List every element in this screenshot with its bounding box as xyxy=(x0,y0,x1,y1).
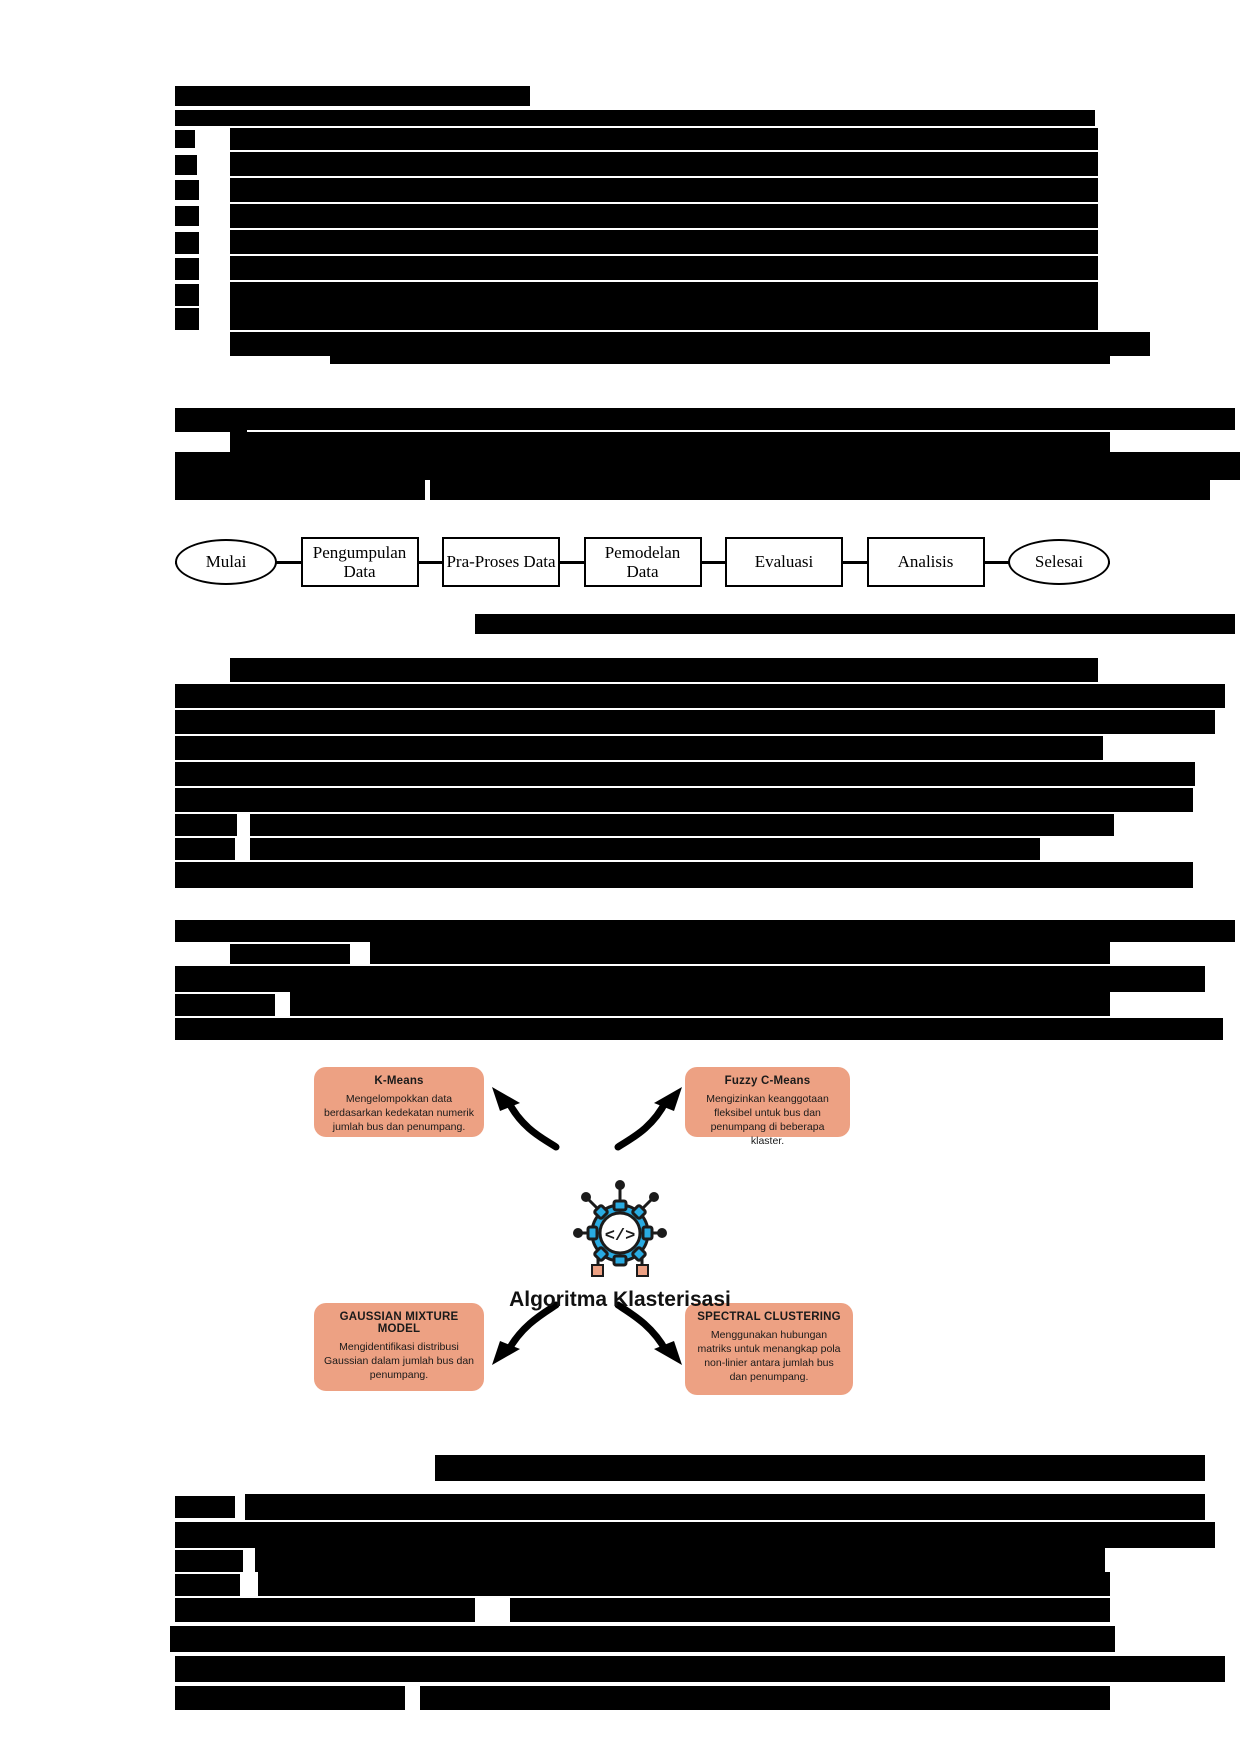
redacted-text xyxy=(255,1548,1105,1572)
redacted-text xyxy=(175,814,237,836)
algo-box-desc: Menggunakan hubungan matriks untuk menangkap pola non-linier antara jumlah bus dan penumpang. xyxy=(697,1329,841,1383)
flow-node-pengumpulan-data[interactable] xyxy=(301,537,419,587)
redacted-text xyxy=(175,920,1235,942)
redacted-text xyxy=(175,155,197,175)
redacted-text xyxy=(175,1550,243,1572)
algo-box-spectral-clustering[interactable] xyxy=(685,1303,853,1395)
flow-node-pra-proses-data[interactable] xyxy=(442,537,560,587)
redacted-text xyxy=(330,356,1110,364)
redacted-text xyxy=(510,1598,1110,1622)
redacted-text xyxy=(175,86,530,106)
flow-node-label: Selesai xyxy=(1034,552,1084,572)
algo-box-desc: Mengizinkan keanggotaan fleksibel untuk bus dan penumpang di beberapa klaster. xyxy=(706,1093,829,1147)
redacted-text xyxy=(230,152,1098,176)
redacted-text xyxy=(175,736,1103,760)
code-gear-icon xyxy=(568,1175,672,1279)
flow-node-mulai[interactable] xyxy=(175,539,277,585)
redacted-text xyxy=(175,408,1235,430)
redacted-text xyxy=(175,994,275,1016)
redacted-text xyxy=(175,232,199,254)
flow-node-label: Pengumpulan Data xyxy=(312,542,407,581)
redacted-text xyxy=(175,710,1215,734)
algo-box-desc: Mengidentifikasi distribusi Gaussian dalam jumlah bus dan penumpang. xyxy=(324,1341,475,1381)
flow-node-label: Evaluasi xyxy=(754,552,814,572)
redacted-text xyxy=(175,1574,240,1596)
flow-node-evaluasi[interactable] xyxy=(725,537,843,587)
redacted-text xyxy=(250,814,1114,836)
algo-box-desc: Mengelompokkan data berdasarkan kedekatan numerik jumlah bus dan penumpang. xyxy=(324,1093,475,1133)
redacted-text xyxy=(230,256,1098,280)
redacted-text xyxy=(175,478,425,500)
redacted-text xyxy=(230,306,1098,330)
flow-node-analisis[interactable] xyxy=(867,537,985,587)
flow-node-label: Analisis xyxy=(897,552,954,572)
redacted-text xyxy=(175,1522,1215,1548)
redacted-text xyxy=(250,838,1040,860)
svg-text:</>: </> xyxy=(604,1227,636,1246)
algo-box-title: K-Means xyxy=(374,1075,424,1087)
redacted-text xyxy=(175,966,1205,992)
redacted-text xyxy=(175,258,199,280)
redacted-text xyxy=(175,284,199,306)
flow-node-label: Mulai xyxy=(205,552,247,572)
arrow-to-fuzzy-cmeans-icon xyxy=(608,1085,688,1155)
redacted-text xyxy=(170,1626,1115,1652)
redacted-text xyxy=(230,658,1098,682)
redacted-text xyxy=(175,1598,475,1622)
redacted-text xyxy=(370,942,1110,964)
algo-box-title: GAUSSIAN MIXTURE MODEL xyxy=(339,1311,459,1335)
redacted-text xyxy=(175,414,247,432)
redacted-text xyxy=(230,282,1098,306)
redacted-text xyxy=(230,944,350,964)
redacted-caption xyxy=(475,614,1235,634)
algo-box-title: SPECTRAL CLUSTERING xyxy=(697,1311,841,1323)
redacted-text xyxy=(230,204,1098,228)
algo-box-gaussian-mixture-model[interactable] xyxy=(314,1303,484,1391)
redacted-text xyxy=(175,838,235,860)
redacted-text xyxy=(175,180,199,200)
redacted-text xyxy=(430,478,1210,500)
redacted-text xyxy=(175,110,1095,126)
redacted-text xyxy=(245,1494,1205,1520)
redacted-text xyxy=(175,684,1225,708)
redacted-text xyxy=(175,762,1195,786)
redacted-text xyxy=(175,308,199,330)
flow-node-label: Pra-Proses Data xyxy=(446,552,556,572)
algo-center-label: Algoritma Klasterisasi xyxy=(509,1288,731,1311)
redacted-text xyxy=(230,128,1098,150)
arrow-to-kmeans-icon xyxy=(486,1085,566,1155)
flow-node-label: Pemodelan Data xyxy=(604,542,681,581)
algo-box-kmeans[interactable] xyxy=(314,1067,484,1137)
redacted-text xyxy=(175,862,1193,888)
redacted-text xyxy=(420,1686,1110,1710)
flow-node-pemodelan-data[interactable] xyxy=(584,537,702,587)
redacted-text xyxy=(175,452,1240,480)
flow-node-selesai[interactable] xyxy=(1008,539,1110,585)
research-stage-flowchart xyxy=(175,533,1110,591)
redacted-text xyxy=(175,1496,235,1518)
redacted-text xyxy=(175,788,1193,812)
redacted-text xyxy=(230,230,1098,254)
redacted-text xyxy=(258,1572,1110,1596)
clustering-algorithm-diagram xyxy=(300,1035,940,1435)
redacted-text xyxy=(175,206,199,226)
redacted-text xyxy=(175,1686,405,1710)
redacted-text xyxy=(175,1656,1225,1682)
redacted-text xyxy=(290,992,1110,1016)
algo-box-title: Fuzzy C-Means xyxy=(724,1075,811,1087)
redacted-caption xyxy=(435,1455,1205,1481)
redacted-text xyxy=(230,332,1150,356)
redacted-text xyxy=(175,130,195,148)
redacted-text xyxy=(230,178,1098,202)
algo-box-fuzzy-cmeans[interactable] xyxy=(685,1067,850,1147)
